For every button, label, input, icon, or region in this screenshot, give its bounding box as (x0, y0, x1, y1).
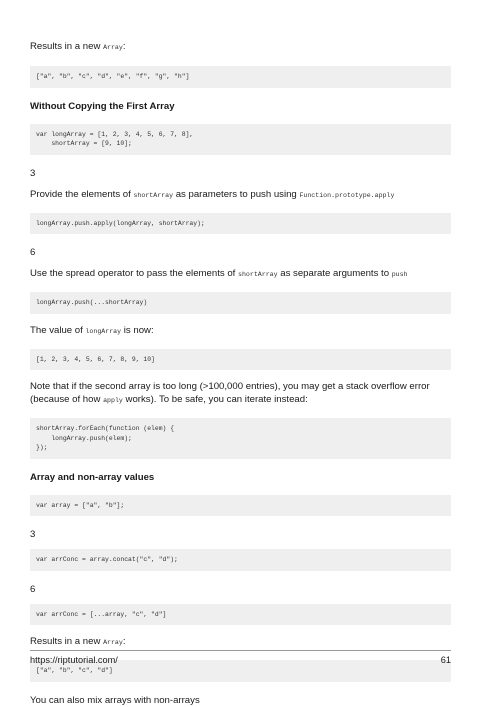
inline-code: push (391, 271, 408, 278)
page-footer (30, 650, 451, 665)
text: Note that if the second array is too long (>100,000 entries), you may get a stack overflow error (because of how (30, 381, 430, 405)
section-heading: Array and non-array values (30, 471, 155, 483)
text: Provide the elements of (30, 188, 134, 200)
result-number: 3 (30, 529, 36, 540)
text: as parameters to push using (173, 188, 300, 200)
code-block: ["a", "b", "c", "d"] (30, 660, 451, 682)
paragraph (30, 267, 451, 281)
section-heading: Without Copying the First Array (30, 100, 175, 112)
text: Use the spread operator to pass the elements of (30, 268, 238, 279)
footer-url[interactable]: https://riptutorial.com/ (30, 655, 118, 665)
code-block: var arrConc = array.concat("c", "d"); (30, 549, 451, 571)
inline-code: Function.prototype.apply (299, 191, 395, 199)
text: as separate arguments to (277, 268, 392, 279)
text: Results in a new (30, 41, 104, 52)
text: : (122, 41, 126, 52)
inline-code: longArray (85, 327, 122, 335)
inline-code: Array (103, 639, 123, 646)
results-text (30, 40, 451, 54)
results-text (30, 635, 451, 649)
paragraph (30, 188, 451, 202)
text: works). To be safe, you can iterate instead: (122, 394, 308, 405)
code-block: ["a", "b", "c", "d", "e", "f", "g", "h"] (30, 66, 451, 88)
paragraph (30, 324, 451, 338)
code-block: longArray.push(...shortArray) (30, 292, 451, 314)
text: : (122, 636, 126, 647)
inline-code: Array (103, 44, 123, 51)
text: Results in a new (30, 636, 104, 647)
code-block: var arrConc = [...array, "c", "d"] (30, 604, 451, 626)
paragraph: You can also mix arrays with non-arrays (30, 694, 200, 706)
text: is now: (121, 324, 154, 336)
code-block: var longArray = [1, 2, 3, 4, 5, 6, 7, 8], shortArray = [9, 10]; (30, 124, 451, 155)
result-number: 6 (30, 247, 36, 258)
inline-code: apply (103, 397, 123, 404)
inline-code: shortArray (238, 271, 278, 278)
paragraph (30, 380, 451, 407)
text: The value of (30, 324, 86, 336)
code-block: var array = ["a", "b"]; (30, 495, 451, 517)
code-block: longArray.push.apply(longArray, shortArray); (30, 213, 451, 235)
code-block: shortArray.forEach(function (elem) { longArray.push(elem); }); (30, 418, 451, 459)
code-block: [1, 2, 3, 4, 5, 6, 7, 8, 9, 10] (30, 349, 451, 371)
inline-code: shortArray (133, 191, 174, 199)
result-number: 6 (30, 583, 36, 595)
result-number: 3 (30, 167, 36, 179)
page-number: 61 (440, 655, 451, 665)
page-content (30, 35, 451, 707)
